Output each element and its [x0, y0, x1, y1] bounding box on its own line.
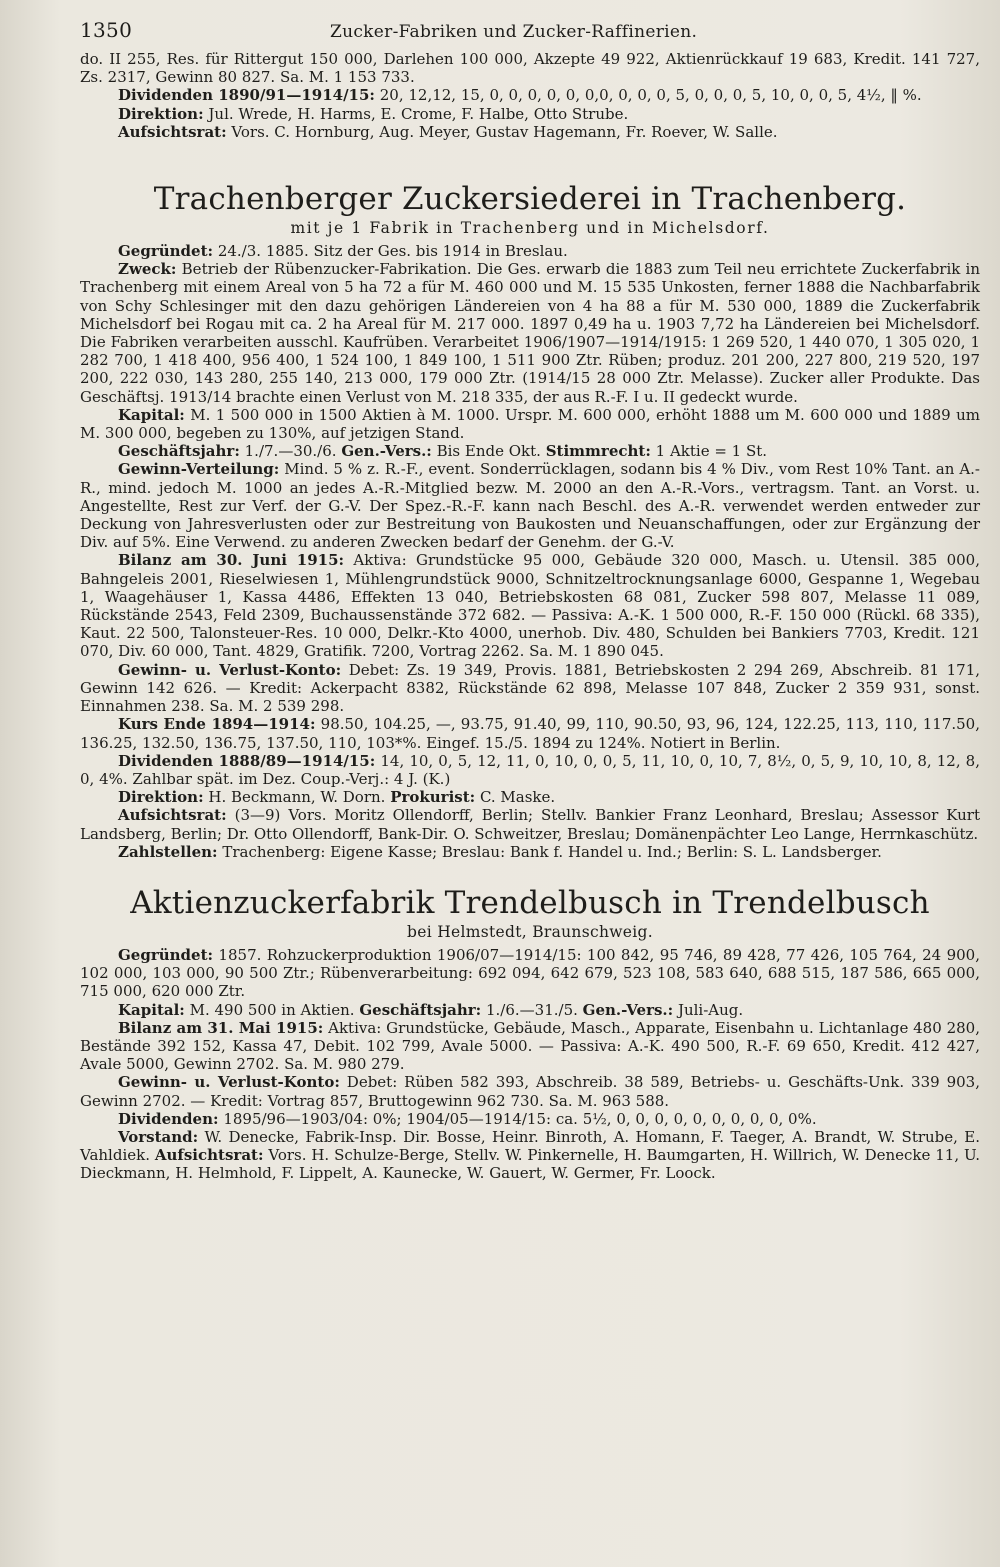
trach-profit-distribution: Gewinn-Verteilung: Mind. 5 % z. R.-F., event. Sonderrücklagen, sodann bis 4 % Div., vom Rest 10% Tant. an A.-R., mind. jedoch M. 1000 an jedes A.-R.-Mitglied bezw. M. 2000 an den A.-R.-Vors., vertragsm. Tant. an Vorst. u. Angestellte, Rest zur Verf. der G.-V. Der Spez.-R.-F. kann nach Beschl. des A.-R. verwendet werden entweder zur Deckung von Jahresverlusten oder zur Bestreitung von Baukosten und Neuanschaffungen, oder zur Ergänzung der Div. auf 5%. Eine Verwend. zu anderen Zwecken bedarf der Genehm. der G.-V. [80, 460, 980, 552]
trach-fiscal-year: Geschäftsjahr: 1./7.—30./6. Gen.-Vers.: Bis Ende Okt. Stimmrecht: 1 Aktie = 1 St. [118, 442, 768, 461]
running-title: Zucker-Fabriken und Zucker-Raffinerien. [330, 22, 698, 42]
trach-share-prices: Kurs Ende 1894—1914: 98.50, 104.25, —, 93.75, 91.40, 99, 110, 90.50, 93, 96, 124, 122.25, 113, 110, 117.50, 136.25, 132.50, 136.75, 137.50, 110, 103*%. Eingef. 15./5. 1894 zu 124%. Notiert in Berlin. [80, 715, 980, 752]
trendelbusch-heading: Aktienzuckerfabrik Trendelbusch in Trendelbusch [130, 884, 930, 921]
prev-direction: Direktion: Jul. Wrede, H. Harms, E. Crome, F. Halbe, Otto Strube. [118, 104, 629, 123]
trend-founded: Gegründet: 1857. Rohzuckerproduktion 1906/07—1914/15: 100 842, 95 746, 89 428, 77 426, 105 764, 24 900, 102 000, 103 000, 90 500 Ztr.; Rübenverarbeitung: 692 094, 642 679, 523 108, 583 640, 688 515, 187 586, 665 000, 715 000, 620 000 Ztr. [80, 945, 980, 1001]
prev-supervisory-board: Aufsichtsrat: Vors. C. Hornburg, Aug. Meyer, Gustav Hagemann, Fr. Roever, W. Salle. [118, 122, 778, 141]
trachenberg-subheading: mit je 1 Fabrik in Trachenberg und in Michelsdorf. [290, 219, 770, 238]
trach-capital: Kapital: M. 1 500 000 in 1500 Aktien à M. 1000. Urspr. M. 600 000, erhöht 1888 um M. 600 000 und 1889 um M. 300 000, begeben zu 130%, auf jetzigen Stand. [80, 405, 980, 443]
trend-profit-loss: Gewinn- u. Verlust-Konto: Debet: Rüben 582 393, Abschreib. 38 589, Betriebs- u. Geschäfts-Unk. 339 903, Gewinn 2702. — Kredit: Vortrag 857, Bruttogewinn 962 730. Sa. M. 963 588. [80, 1073, 980, 1110]
prev-dividends: Dividenden 1890/91—1914/15: 20, 12,12, 15, 0, 0, 0, 0, 0, 0,0, 0, 0, 0, 5, 0, 0, 0, 5, 10, 0, 0, 5, 4½, ‖ %. [118, 86, 922, 105]
trend-dividends: Dividenden: 1895/96—1903/04: 0%; 1904/05—1914/15: ca. 5½, 0, 0, 0, 0, 0, 0, 0, 0, 0, 0%. [118, 1109, 817, 1128]
trend-capital: Kapital: M. 490 500 in Aktien. Geschäftsjahr: 1./6.—31./5. Gen.-Vers.: Juli-Aug. [118, 1000, 744, 1019]
trach-purpose: Zweck: Betrieb der Rübenzucker-Fabrikation. Die Ges. erwarb die 1883 zum Teil neu errichtete Zuckerfabrik in Trachenberg mit einem Areal von 5 ha 72 a für M. 460 000 und M. 15 535 Unkosten, ferner 1888 die Nachbarfabrik von Schy Schlesinger mit den dazu gehörigen Ländereien von 4 ha 88 a für M. 530 000, 1889 die Zuckerfabrik Michelsdorf bei Rogau mit ca. 2 ha Areal für M. 217 000. 1897 0,49 ha u. 1903 7,72 ha Ländereien bei Michelsdorf. Die Fabriken verarbeiten ausschl. Kaufrüben. Verarbeitet 1906/1907—1914/1915: 1 269 520, 1 440 070, 1 305 020, 1 282 700, 1 418 400, 956 400, 1 524 100, 1 849 100, 1 511 900 Ztr. Rüben; produz. 201 200, 227 800, 219 520, 197 200, 222 030, 143 280, 255 140, 213 000, 179 000 Ztr. (1914/15 28 000 Ztr. Melasse). Zucker aller Produkte. Das Geschäftsj. 1913/14 brachte einen Verlust von M. 218 335, der aus R.-F. I u. II gedeckt wurde. [80, 260, 980, 406]
trach-balance: Bilanz am 30. Juni 1915: Aktiva: Grundstücke 95 000, Gebäude 320 000, Masch. u. Utensil. 385 000, Bahngeleis 2001, Rieselwiesen 1, Mühlengrundstück 9000, Schnitzeltrocknungsanlage 6000, Gespanne 1, Wegebau 1, Waagehäuser 1, Kassa 4486, Effekten 13 040, Betriebskosten 68 081, Zucker 598 807, Melasse 11 089, Rückstände 2543, Feld 2309, Buchaussenstände 372 682. — Passiva: A.-K. 1 500 000, R.-F. 150 000 (Rückl. 68 335), Kaut. 22 500, Talonsteuer-Res. 10 000, Delkr.-Kto 4000, unerhob. Div. 480, Schulden bei Bankiers 7703, Kredit. 121 070, Div. 60 000, Tant. 4829, Gratifik. 7200, Vortrag 2262. Sa. M. 1 890 045. [80, 551, 980, 661]
trend-board: Vorstand: W. Denecke, Fabrik-Insp. Dir. Bosse, Heinr. Binroth, A. Homann, F. Taeger, A. Brandt, W. Strube, E. Vahldiek. Aufsichtsrat: Vors. H. Schulze-Berge, Stellv. W. Pinkernelle, H. Baumgarten, H. Willrich, W. Denecke 11, U. Dieckmann, H. Helmhold, F. Lippelt, A. Kaunecke, W. Gauert, W. Germer, Fr. Loock. [80, 1127, 980, 1183]
running-head [80, 18, 980, 50]
prev-balance-paragraph: do. II 255, Res. für Rittergut 150 000, Darlehen 100 000, Akzepte 49 922, Aktienrückkauf 19 683, Kredit. 141 727, Zs. 2317, Gewinn 80 827. Sa. M. 1 153 733. [80, 50, 980, 87]
trach-dividends: Dividenden 1888/89—1914/15: 14, 10, 0, 5, 12, 11, 0, 10, 0, 0, 5, 11, 10, 0, 10, 7, 8½, 0, 5, 9, 10, 10, 8, 12, 8, 0, 4%. Zahlbar spät. im Dez. Coup.-Verj.: 4 J. (K.) [80, 751, 980, 788]
trach-supervisory-board: Aufsichtsrat: (3—9) Vors. Moritz Ollendorff, Berlin; Stellv. Bankier Franz Leonhard, Breslau; Assessor Kurt Landsberg, Berlin; Dr. Otto Ollendorff, Bank-Dir. O. Schweitzer, Breslau; Domänenpächter Leo Lange, Herrnkaschütz. [80, 806, 980, 843]
trendelbusch-subheading: bei Helmstedt, Braunschweig. [407, 922, 653, 941]
trend-balance: Bilanz am 31. Mai 1915: Aktiva: Grundstücke, Gebäude, Masch., Apparate, Eisenbahn u. Lichtanlage 480 280, Bestände 392 152, Kassa 47, Debit. 102 799, Avale 5000. — Passiva: A.-K. 490 500, R.-F. 69 650, Kredit. 412 427, Avale 5000, Gewinn 2702. Sa. M. 980 279. [80, 1018, 980, 1074]
trach-paying-agents: Zahlstellen: Trachenberg: Eigene Kasse; Breslau: Bank f. Handel u. Ind.; Berlin: S. L. Landsberger. [118, 842, 882, 861]
page-number: 1350 [80, 18, 133, 42]
trach-direction: Direktion: H. Beckmann, W. Dorn. Prokurist: C. Maske. [118, 788, 556, 807]
trachenberg-heading: Trachenberger Zuckersiederei in Trachenberg. [153, 181, 907, 218]
trach-founded: Gegründet: 24./3. 1885. Sitz der Ges. bis 1914 in Breslau. [118, 242, 568, 261]
trach-profit-loss: Gewinn- u. Verlust-Konto: Debet: Zs. 19 349, Provis. 1881, Betriebskosten 2 294 269, Abschreib. 81 171, Gewinn 142 626. — Kredit: Ackerpacht 8382, Rückstände 62 898, Melasse 107 848, Zucker 2 359 931, sonst. Einnahmen 238. Sa. M. 2 539 298. [80, 660, 981, 716]
